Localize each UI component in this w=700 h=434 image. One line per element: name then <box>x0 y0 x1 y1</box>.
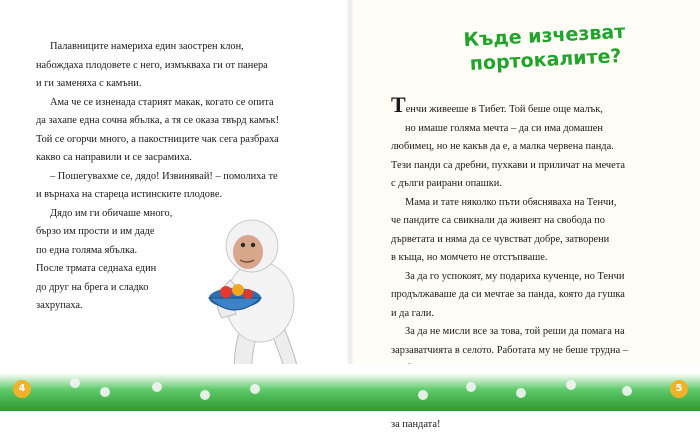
text-line: в къща, но момчето не отстъпваше. <box>391 249 691 268</box>
text-line: набождаха плодовете с него, измъкваха ги от панера <box>36 57 336 76</box>
text-line: с дълги раирани опашки. <box>391 175 691 194</box>
text-line: да захапе една сочна ябълка, а тя се оказа твърд камък! <box>36 112 336 131</box>
paw-icon <box>100 387 110 397</box>
text-line: дърветата и няма да се чувстват добре, затворени <box>391 231 691 250</box>
paw-icon <box>70 378 80 388</box>
text-line: продължаваше да си мечтае за панда, която да гушка <box>391 286 691 305</box>
text-line: любимец, но не какъв да е, а малка червена панда. <box>391 138 691 157</box>
paw-icon <box>466 382 476 392</box>
text-line: и ги заменяха с камъни. <box>36 75 336 94</box>
page-number-left: 4 <box>13 380 31 398</box>
text-line: че пандите са свикнали да живеят на свобода по <box>391 212 691 231</box>
text-line: захрупаха. <box>36 297 336 316</box>
text-line: но имаше голяма мечта – да си има домашен <box>391 120 691 139</box>
text-line: и върнаха на стареца истинските плодове. <box>36 186 336 205</box>
text-line: какво са направили и се засрамиха. <box>36 149 336 168</box>
text-line: Тези панди са дребни, пухкави и приличат на мечета <box>391 157 691 176</box>
paw-icon <box>200 390 210 400</box>
text-line: Ама че се изненада старият макак, когато се опита <box>36 94 336 113</box>
paw-icon <box>622 386 632 396</box>
text-line: Дядо им ги обичаше много, <box>36 205 336 224</box>
paw-icon <box>516 388 526 398</box>
text-line: После трмата седнаха един <box>36 260 336 279</box>
paw-print-pattern-right <box>410 372 680 406</box>
page-number-right: 5 <box>670 380 688 398</box>
paw-print-pattern-left <box>60 372 290 406</box>
paw-icon <box>250 384 260 394</box>
text-line: зарзаватчията в селото. Работата му не беше трудна – <box>391 342 691 361</box>
text-line: За да го успокоят, му подариха кученце, но Тенчи <box>391 268 691 287</box>
paw-icon <box>418 390 428 400</box>
text-line: Той се огорчи много, а пакостниците чак сега разбраха <box>36 131 336 150</box>
story-title-line: Къде изчезват <box>434 18 655 53</box>
text-line: – Пошегувахме се, дядо! Извинявай! – помолиха те <box>36 168 336 187</box>
book-spine <box>346 0 354 411</box>
text-line: и да гали. <box>391 305 691 324</box>
text-line: Тенчи живееше в Тибет. Той беше още малък, <box>391 96 691 120</box>
text-line: по една голяма ябълка. <box>36 242 336 261</box>
text-line: Мама и тате няколко пъти обясняваха на Тенчи, <box>391 194 691 213</box>
text-line: бързо им прости и им даде <box>36 223 336 242</box>
text-line: до друг на брега и сладко <box>36 279 336 298</box>
drop-cap: Т <box>391 92 406 117</box>
story-title-line: портокалите? <box>435 42 656 77</box>
text-line: Палавниците намериха един заострен клон, <box>36 38 336 57</box>
text-line: За да не мисли все за това, той реши да помага на <box>391 323 691 342</box>
paw-icon <box>566 380 576 390</box>
paw-icon <box>152 382 162 392</box>
text-line: за пандата! <box>391 416 691 434</box>
